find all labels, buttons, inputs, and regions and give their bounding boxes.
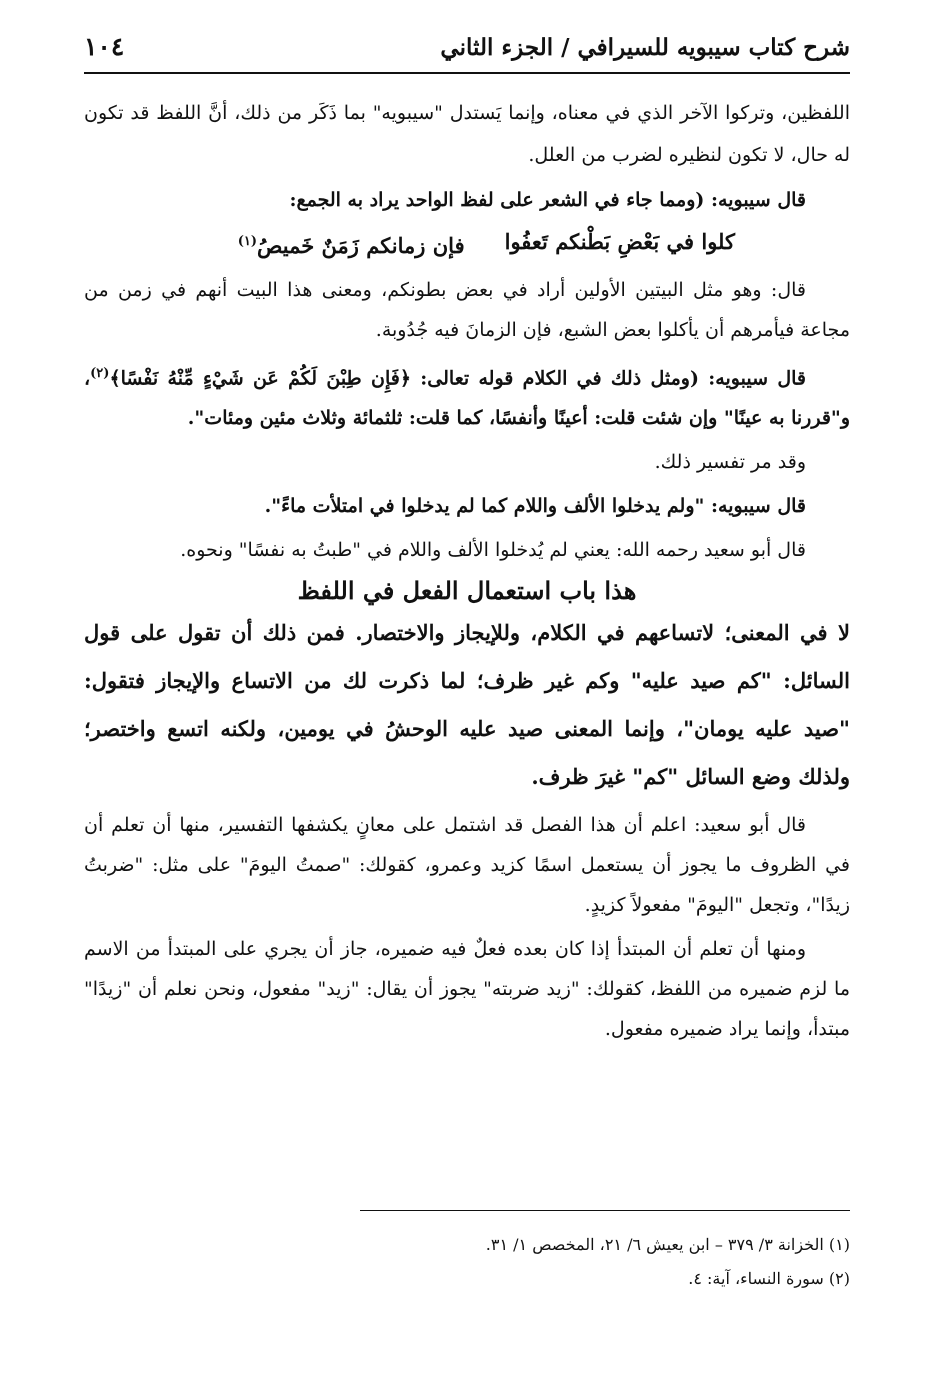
paragraph: قال أبو سعيد: اعلم أن هذا الفصل قد اشتمل على معانٍ يكشفها التفسير، منها أن تعلم أن في الظروف ما يجوز أن يستعمل اسمًا كزيد وعمرو، كقولك: "صمتُ اليومَ" على مثل: "ضربتُ زيدًا"، وتجعل "اليومَ" مفعولاً كزيدٍ. [84,814,850,917]
verse-first-hemistich: كلوا في بَعْضِ بَطْنكم تَعفُوا [504,229,735,254]
quote-text: قال سيبويه: (ومثل ذلك في الكلام قوله تعالى: ﴿فَإِن طِبْنَ لَكُمْ عَن شَيْءٍ مِّنْهُ نَفْسًا﴾ [109,367,806,390]
sibawayh-quote [84,354,850,438]
footnote: (٢) سورة النساء، آية: ٤. [688,1269,850,1288]
main-text [84,92,850,1049]
paragraph: وقد مر تفسير ذلك. [654,451,806,474]
footnotes [84,1228,850,1296]
verse-second-hemistich [238,222,465,266]
quote-text: ، و"قررنا به عينًا" وإن شئت قلت: أعينًا وأنفسًا، كما قلت: ثلثمائة وثلاث مئين ومئات". [84,367,850,430]
sibawayh-quote: قال سيبويه: (ومما جاء في الشعر على لفظ الواحد يراد به الجمع: [289,189,806,211]
header-title: شرح كتاب سيبويه للسيرافي / الجزء الثاني [440,34,850,61]
footnote-ref: (١) [237,234,258,249]
paragraph: اللفظين، وتركوا الآخر الذي في معناه، وإنما يَستدل "سيبويه" بما ذَكَر من ذلك، أنَّ اللفظ قد تكون له حال، لا تكون لنظيره لضرب من العلل. [84,102,850,166]
chapter-text: لا في المعنى؛ لاتساعهم في الكلام، وللإيجاز والاختصار. فمن ذلك أن تقول على قول السائل: "كم صيد عليه" وكم غير ظرف؛ لما ذكرت لك من الاتساع والإيجاز فتقول: "صيد عليه يومان"، وإنما المعنى صيد عليه الوحشُ في يومين، ولكنه اتسع واختصر؛ ولذلك وضع السائل "كم" غيرَ ظرف. [84,620,850,790]
paragraph: قال أبو سعيد رحمه الله: يعني لم يُدخلوا الألف واللام في "طبتُ به نفسًا" ونحوه. [180,539,806,562]
running-header [84,28,850,72]
page-number: ١٠٤ [84,32,125,61]
paragraph: قال: وهو مثل البيتين الأولين أراد في بعض بطونكم، ومعنى هذا البيت أنهم في زمن من مجاعة فيأمرهم أن يأكلوا بعض الشبع، فإن الزمانَ فيه جُدُوبة. [84,279,850,341]
header-rule [84,72,850,74]
poetry-verse [84,222,850,266]
footnote-ref: (٢) [90,366,110,381]
verse-text: فإن زمانكم زَمَنٌ خَميصُ [257,233,465,258]
footnote: (١) الخزانة ٣/ ٣٧٩ – ابن يعيش ٦/ ٢١، المخصص ١/ ٣١. [485,1235,850,1254]
footnote-rule [360,1210,850,1211]
paragraph: ومنها أن تعلم أن المبتدأ إذا كان بعده فعلٌ فيه ضميره، جاز أن يجري على المبتدأ من الاسم ما لزم ضميره من اللفظ، كقولك: "زيد ضربته" يجوز أن يقال: "زيد" مفعول، ونحن نعلم أن "زيدًا" مبتدأ، وإنما يراد ضميره مفعول. [84,938,850,1041]
section-title: هذا باب استعمال الفعل في اللفظ [297,576,637,606]
sibawayh-quote: قال سيبويه: "ولم يدخلوا الألف واللام كما لم يدخلوا في امتلأت ماءً". [264,495,806,518]
